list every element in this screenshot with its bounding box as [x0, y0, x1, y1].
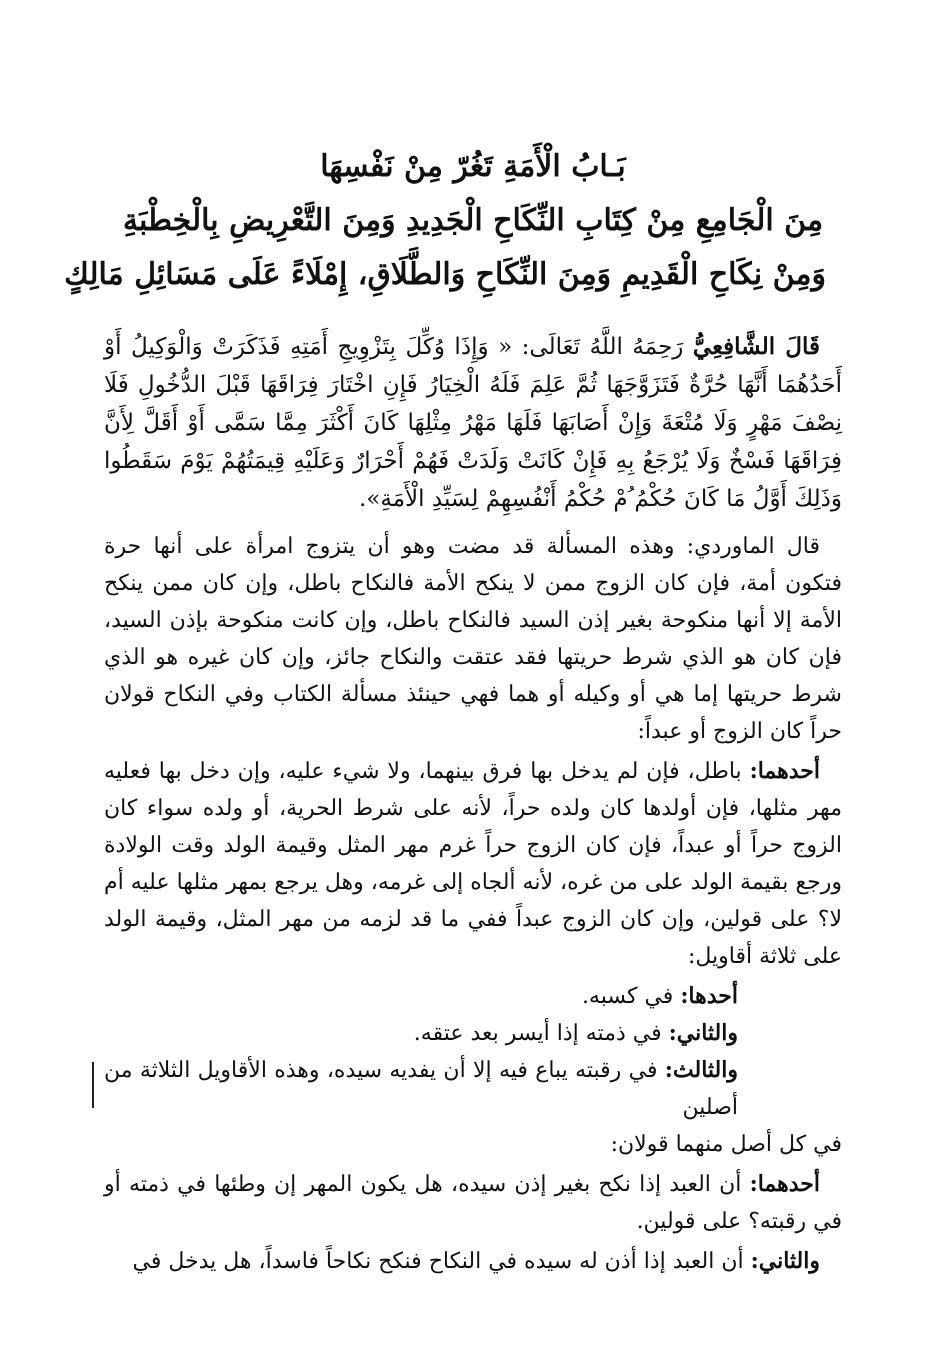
origin-first-text: أن العبد إذا نكح بغير إذن سيده، هل يكون المهر إن وطئها في ذمته أو في رقبته؟ على قولين.	[104, 1172, 842, 1234]
mawardi-paragraph: قال الماوردي: وهذه المسألة قد مضت وهو أن يتزوج امرأة على أنها حرة فتكون أمة، فإن كان الزوج ممن لا ينكح الأمة فالنكاح باطل، وإن كان ممن ينكح الأمة إلا أنها منكوحة بغير إذن السيد فالنكاح باطل، وإن كانت منكوحة بإذن السيد، فإن كان هو الذي شرط حريتها فقد عتقت والنكاح جائز، وإن كان غيره هو الذي شرط حريتها إما هي أو وكيله أو هما فهي حينئذ مسألة الكتاب وفي النكاح قولان حراً كان الزوج أو عبداً:	[104, 534, 842, 744]
shafii-quote-paragraph	[104, 328, 842, 518]
first-opinion-lead: أحدهما:	[749, 758, 820, 784]
quote-speaker: قَالَ الشَّافِعِيُّ	[692, 333, 821, 360]
list-item-first-lead: أحدها:	[680, 983, 738, 1009]
list-item-first	[104, 978, 842, 1015]
list-item-second-text: في ذمته إذا أيسر بعد عتقه.	[413, 1021, 669, 1046]
margin-line-mark	[92, 1062, 94, 1108]
list-item-third-text: في رقبته يباع فيه إلا أن يفديه سيده، وهذه الأقاويل الثلاثة من أصلين	[104, 1058, 738, 1120]
quote-text: رَحِمَهُ اللَّهُ تَعَالَى: « وَإِذَا وُكِّلَ بِتَزْوِيجِ أَمَتِهِ فَذَكَرَتْ وَالْوَكِيلُ أَوْ أَحَدُهُمَا أَنَّهَا حُرَّةٌ فَتَزَوَّجَهَا ثُمَّ عَلِمَ فَلَهُ الْخِيَارُ فَإِنِ اخْتَارَ فِرَاقَهَا قَبْلَ الدُّخُولِ فَلَا نِصْفَ مَهْرٍ وَلَا مُتْعَةَ وَإِنْ أَصَابَهَا فَلَهَا مَهْرُ مِثْلِهَا كَانَ أَكْثَرَ مِمَّا سَمَّى أَوْ أَقَلَّ لِأَنَّ فِرَاقَهَا فَسْخٌ وَلَا يُرْجَعُ بِهِ فَإِنْ كَانَتْ وَلَدَتْ فَهُمْ أَحْرَارٌ وَعَلَيْهِ قِيمَتُهُمْ يَوْمَ سَقَطُوا وَذَلِكَ أَوَّلُ مَا كَانَ حُكْمُ ُمْ حُكْمُ أَنْفُسِهِمْ لِسَيِّدِ الْأَمَةِ».	[104, 334, 842, 512]
first-opinion-text: باطل، فإن لم يدخل بها فرق بينهما، ولا شيء عليه، وإن دخل بها فعليه مهر مثلها، فإن أولدها كان ولده حراً، لأنه على شرط الحرية، أو ولده سواء كان الزوج حراً أو عبداً، فإن كان الزوج حراً غرم مهر المثل وقيمة الولد وقت الولادة ورجع بقيمة الولد على من غره، لأنه ألجاه إلى غرمه، وهل يرجع بمهر مثلها عليه أم لا؟ على قولين، وإن كان الزوج عبداً ففي ما قد لزمه من مهر المثل، وقيمة الولد على ثلاثة أقاويل:	[104, 759, 842, 969]
list-item-second-lead: والثاني:	[668, 1020, 738, 1046]
list-item-third	[104, 1052, 842, 1126]
origin-first-lead: أحدهما:	[749, 1171, 820, 1197]
title-line-1: بَـابُ الْأَمَةِ تَغُرّ مِنْ نَفْسِهَا	[320, 149, 626, 184]
list-item-second	[104, 1015, 842, 1052]
title-line-3: وَمِنْ نِكَاحِ الْقَدِيمِ وَمِنَ النِّكَاحِ وَالطَّلَاقِ، إِمْلَاءً عَلَى مَسَائِلِ مَالِكٍ	[64, 257, 826, 292]
origin-second-text: أن العبد إذا أذن له سيده في النكاح فنكح نكاحاً فاسداً، هل يدخل في	[132, 1249, 751, 1274]
list-item-third-lead: والثالث:	[664, 1057, 738, 1083]
origin-second-paragraph	[104, 1243, 842, 1280]
two-origins-paragraph: في كل أصل منهما قولان:	[610, 1132, 842, 1157]
list-item-first-text: في كسبه.	[581, 984, 681, 1009]
title-line-2: مِنَ الْجَامِعِ مِنْ كِتَابِ النِّكَاحِ الْجَدِيدِ وَمِنَ التَّعْرِيضِ بِالْخِطْبَةِ	[122, 203, 824, 238]
first-opinion-paragraph	[104, 753, 842, 975]
body-text	[104, 328, 842, 1283]
origin-first-paragraph	[104, 1166, 842, 1240]
chapter-title	[64, 140, 826, 302]
origin-second-lead: والثاني:	[750, 1248, 820, 1274]
